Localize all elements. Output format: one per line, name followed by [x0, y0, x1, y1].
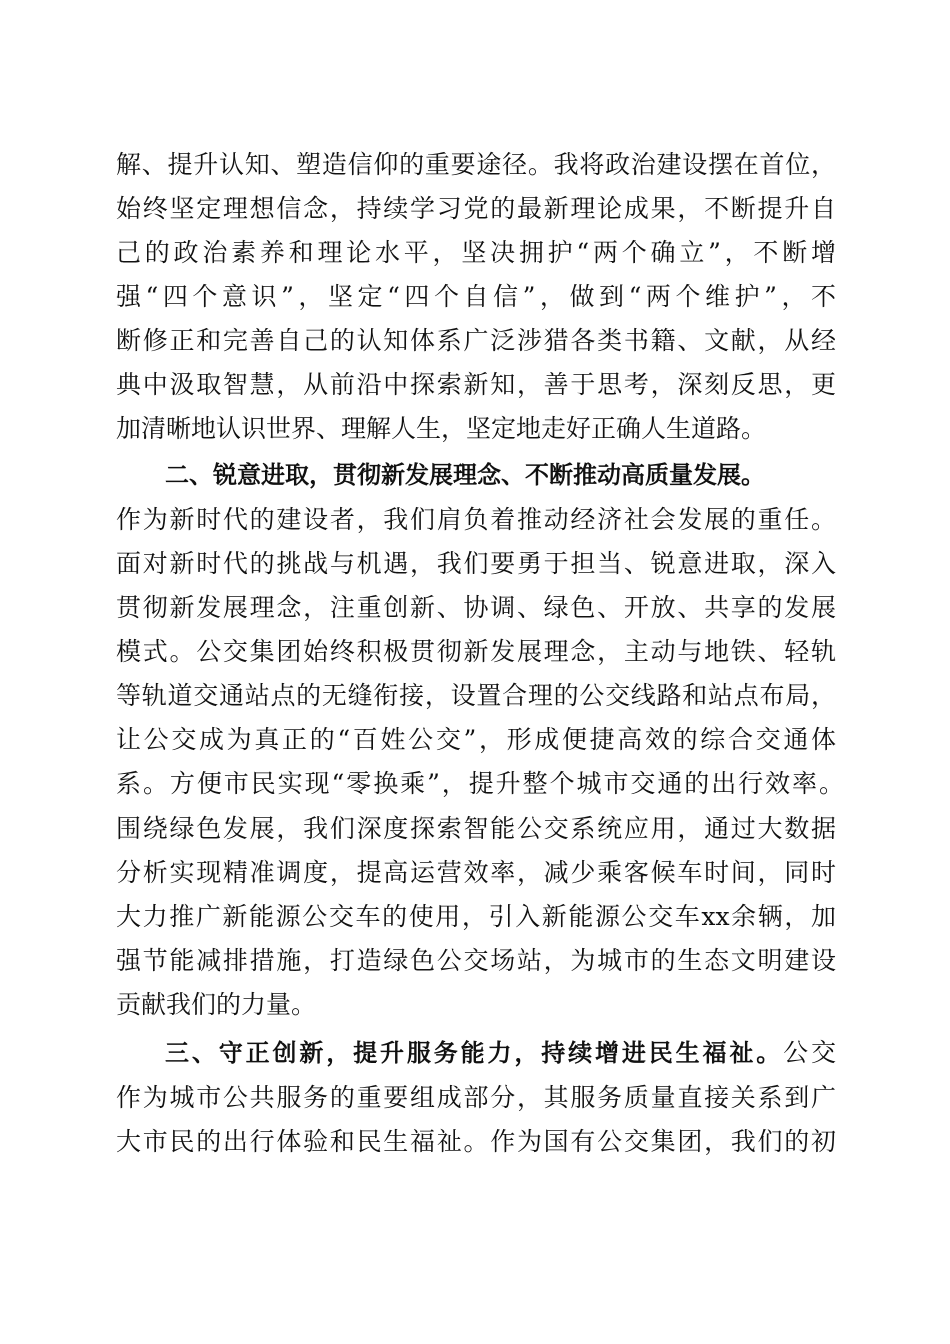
body-text-fragment: 公交 — [783, 1038, 836, 1067]
body-text-line: 作为新时代的建设者，我们肩负着推动经济社会发展的重任。 — [116, 505, 836, 534]
body-text-line: 分析实现精准调度，提高运营效率，减少乘客候车时间，同时 — [116, 858, 836, 887]
body-text-line: 强“四个意识”，坚定“四个自信”，做到“两个维护”，不 — [116, 282, 836, 311]
section-heading: 三、守正创新，提升服务能力，持续增进民生福祉。 — [165, 1039, 784, 1067]
body-text-line: 己的政治素养和理论水平，坚决拥护“两个确立”，不断增 — [116, 238, 836, 267]
section-heading: 二、锐意进取，贯彻新发展理念、不断推动高质量发展。 — [165, 461, 765, 489]
body-text-line: 贡献我们的力量。 — [116, 990, 317, 1019]
body-text-line: 典中汲取智慧，从前沿中探索新知，善于思考，深刻反思，更 — [116, 370, 836, 399]
body-text-line: 模式。公交集团始终积极贯彻新发展理念，主动与地铁、轻轨 — [116, 637, 836, 666]
body-text-line: 解、提升认知、塑造信仰的重要途径。我将政治建设摆在首位， — [116, 150, 836, 179]
body-text-line: 断修正和完善自己的认知体系广泛涉猎各类书籍、文献，从经 — [116, 326, 836, 355]
body-text-line: 系。方便市民实现“零换乘”，提升整个城市交通的出行效率。 — [116, 769, 844, 798]
body-text-line: 让公交成为真正的“百姓公交”，形成便捷高效的综合交通体 — [116, 725, 836, 754]
body-text-line: 强节能减排措施，打造绿色公交场站，为城市的生态文明建设 — [116, 946, 836, 975]
section-heading-line — [165, 1030, 836, 1076]
body-text-line: 作为城市公共服务的重要组成部分，其服务质量直接关系到广 — [116, 1083, 836, 1112]
body-text-line: 大市民的出行体验和民生福祉。作为国有公交集团，我们的初 — [116, 1127, 836, 1156]
body-text-line: 面对新时代的挑战与机遇，我们要勇于担当、锐意进取，深入 — [116, 549, 836, 578]
body-text-line: 加清晰地认识世界、理解人生，坚定地走好正确人生道路。 — [116, 414, 767, 443]
body-text-line: 围绕绿色发展，我们深度探索智能公交系统应用，通过大数据 — [116, 814, 836, 843]
body-text-line: 等轨道交通站点的无缝衔接，设置合理的公交线路和站点布局， — [116, 681, 836, 710]
body-text-line: 贯彻新发展理念，注重创新、协调、绿色、开放、共享的发展 — [116, 593, 836, 622]
body-text-line: 大力推广新能源公交车的使用，引入新能源公交车xx余辆，加 — [116, 902, 836, 931]
body-text-line: 始终坚定理想信念，持续学习党的最新理论成果，不断提升自 — [116, 194, 836, 223]
